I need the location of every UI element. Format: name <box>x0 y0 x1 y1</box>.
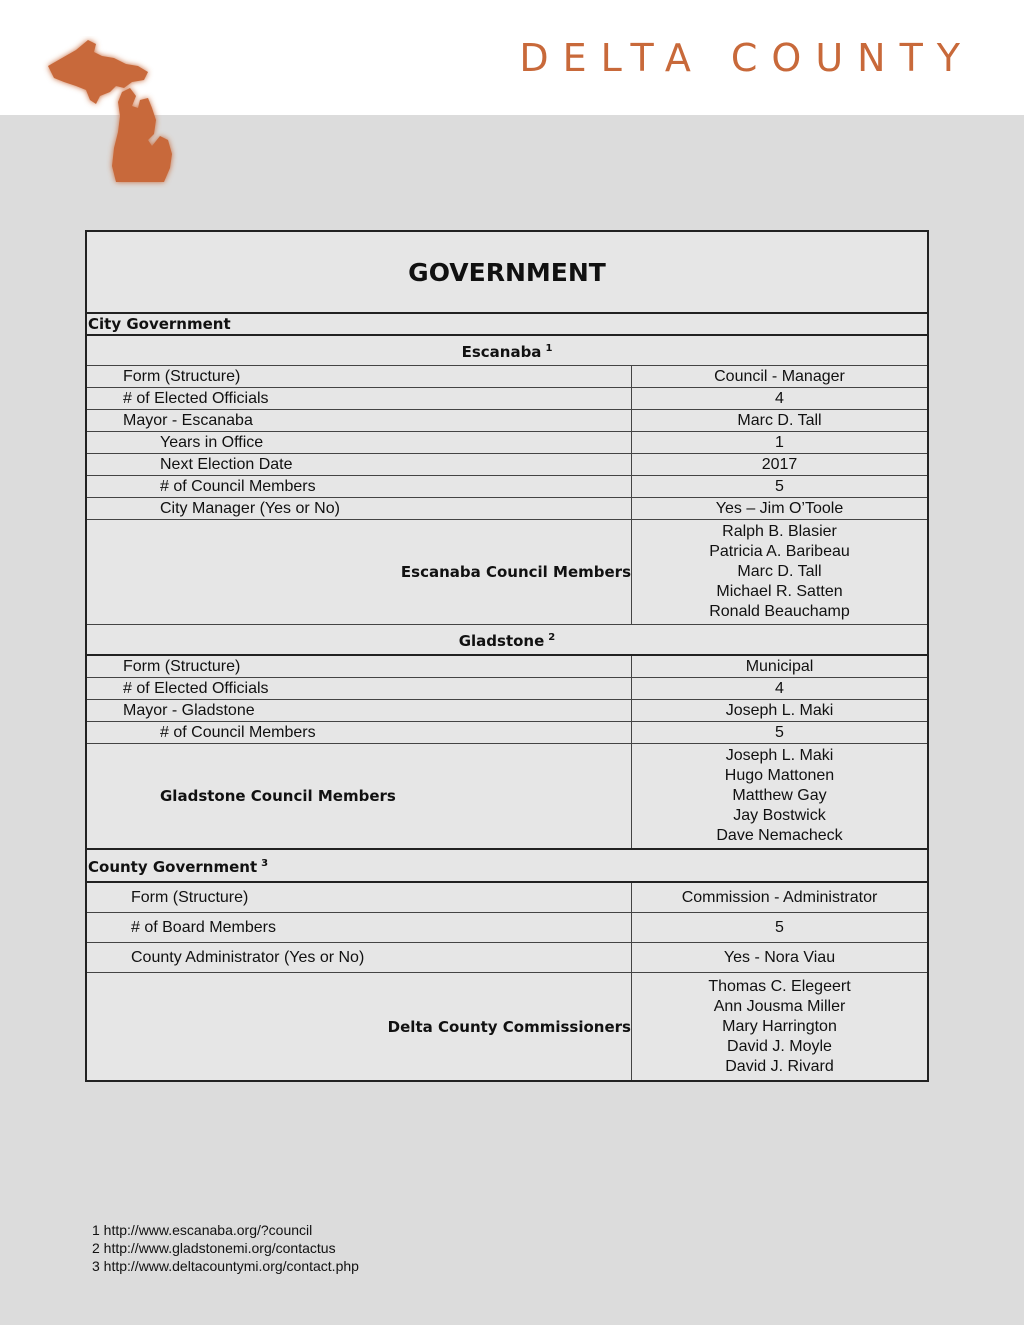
row-value: Joseph L. Maki <box>725 702 834 719</box>
list-item: Ronald Beauchamp <box>709 603 850 620</box>
table-row <box>87 388 927 410</box>
footnote-ref-1: 1 <box>545 343 553 354</box>
county-commissioners <box>87 973 927 1080</box>
footnotes <box>92 1221 359 1275</box>
michigan-map-icon <box>40 36 200 188</box>
row-value: 4 <box>775 390 784 407</box>
list-item: Dave Nemacheck <box>716 827 843 844</box>
county-government-heading: County Government $^3$ <box>87 850 927 883</box>
table-row <box>87 883 927 913</box>
government-table <box>85 230 929 1082</box>
row-label: City Manager (Yes or No) <box>87 498 632 519</box>
list-item: Marc D. Tall <box>737 563 822 580</box>
table-row <box>87 366 927 388</box>
row-label: Form (Structure) <box>87 366 632 387</box>
row-label: Mayor - Gladstone <box>87 700 632 721</box>
row-value: 5 <box>775 724 784 741</box>
list-item: Hugo Mattonen <box>724 767 835 784</box>
row-value: Yes - Nora Viau <box>723 949 836 966</box>
members-list <box>632 744 927 848</box>
footnote-ref-2: 2 <box>548 632 556 643</box>
row-value: 5 <box>775 478 784 495</box>
row-value: Council - Manager <box>714 368 845 385</box>
footnote-2[interactable]: 2 http://www.gladstonemi.org/contactus <box>92 1240 336 1256</box>
row-label: Mayor - Escanaba <box>87 410 632 431</box>
list-item: Matthew Gay <box>732 787 827 804</box>
list-item: Mary Harrington <box>722 1018 837 1035</box>
row-value: 1 <box>775 434 784 451</box>
table-row <box>87 476 927 498</box>
row-label: Form (Structure) <box>87 883 632 912</box>
row-label: # of Elected Officials <box>87 678 632 699</box>
row-value: Commission - Administrator <box>681 889 878 906</box>
table-row <box>87 498 927 520</box>
list-item: David J. Rivard <box>725 1058 834 1075</box>
row-label: County Administrator (Yes or No) <box>87 943 632 972</box>
table-row <box>87 454 927 476</box>
page-header <box>0 0 1024 115</box>
members-label: Delta County Commissioners <box>87 973 632 1080</box>
escanaba-council-members <box>87 520 927 625</box>
table-row <box>87 700 927 722</box>
city-government-heading: City Government <box>87 314 927 336</box>
table-row <box>87 913 927 943</box>
row-label: # of Elected Officials <box>87 388 632 409</box>
list-item: Joseph L. Maki <box>725 747 834 764</box>
gladstone-heading: Gladstone $^2$ <box>87 625 927 656</box>
table-row <box>87 943 927 973</box>
table-row <box>87 656 927 678</box>
row-label: Next Election Date <box>87 454 632 475</box>
list-item: Ann Jousma Miller <box>713 998 846 1015</box>
list-item: Michael R. Satten <box>716 583 843 600</box>
row-value: Yes – Jim O’Toole <box>715 500 844 517</box>
escanaba-heading: Escanaba $^1$ <box>87 336 927 366</box>
brand-title: DELTA COUNTY <box>519 36 974 80</box>
list-item: Ralph B. Blasier <box>722 523 837 540</box>
list-item: Jay Bostwick <box>733 807 826 824</box>
row-value: 5 <box>775 919 784 936</box>
footnote-ref-3: 3 <box>261 858 269 869</box>
table-row <box>87 410 927 432</box>
row-label: Years in Office <box>87 432 632 453</box>
row-value: Marc D. Tall <box>737 412 822 429</box>
table-title: GOVERNMENT <box>87 232 927 314</box>
row-value: Municipal <box>745 658 814 675</box>
footnote-3[interactable]: 3 http://www.deltacountymi.org/contact.php <box>92 1258 359 1274</box>
list-item: Patricia A. Baribeau <box>709 543 850 560</box>
row-label: # of Board Members <box>87 913 632 942</box>
list-item: David J. Moyle <box>727 1038 832 1055</box>
row-value: 4 <box>775 680 784 697</box>
table-row <box>87 678 927 700</box>
row-label: # of Council Members <box>87 476 632 497</box>
footnote-1[interactable]: 1 http://www.escanaba.org/?council <box>92 1222 313 1238</box>
gladstone-council-members <box>87 744 927 850</box>
members-label: Escanaba Council Members <box>87 520 632 624</box>
row-label: Form (Structure) <box>87 656 632 677</box>
table-row <box>87 432 927 454</box>
row-value: 2017 <box>761 456 798 473</box>
list-item: Thomas C. Elegeert <box>708 978 851 995</box>
table-row <box>87 722 927 744</box>
members-label: Gladstone Council Members <box>87 744 632 848</box>
members-list <box>632 520 927 624</box>
row-label: # of Council Members <box>87 722 632 743</box>
members-list <box>632 973 927 1080</box>
